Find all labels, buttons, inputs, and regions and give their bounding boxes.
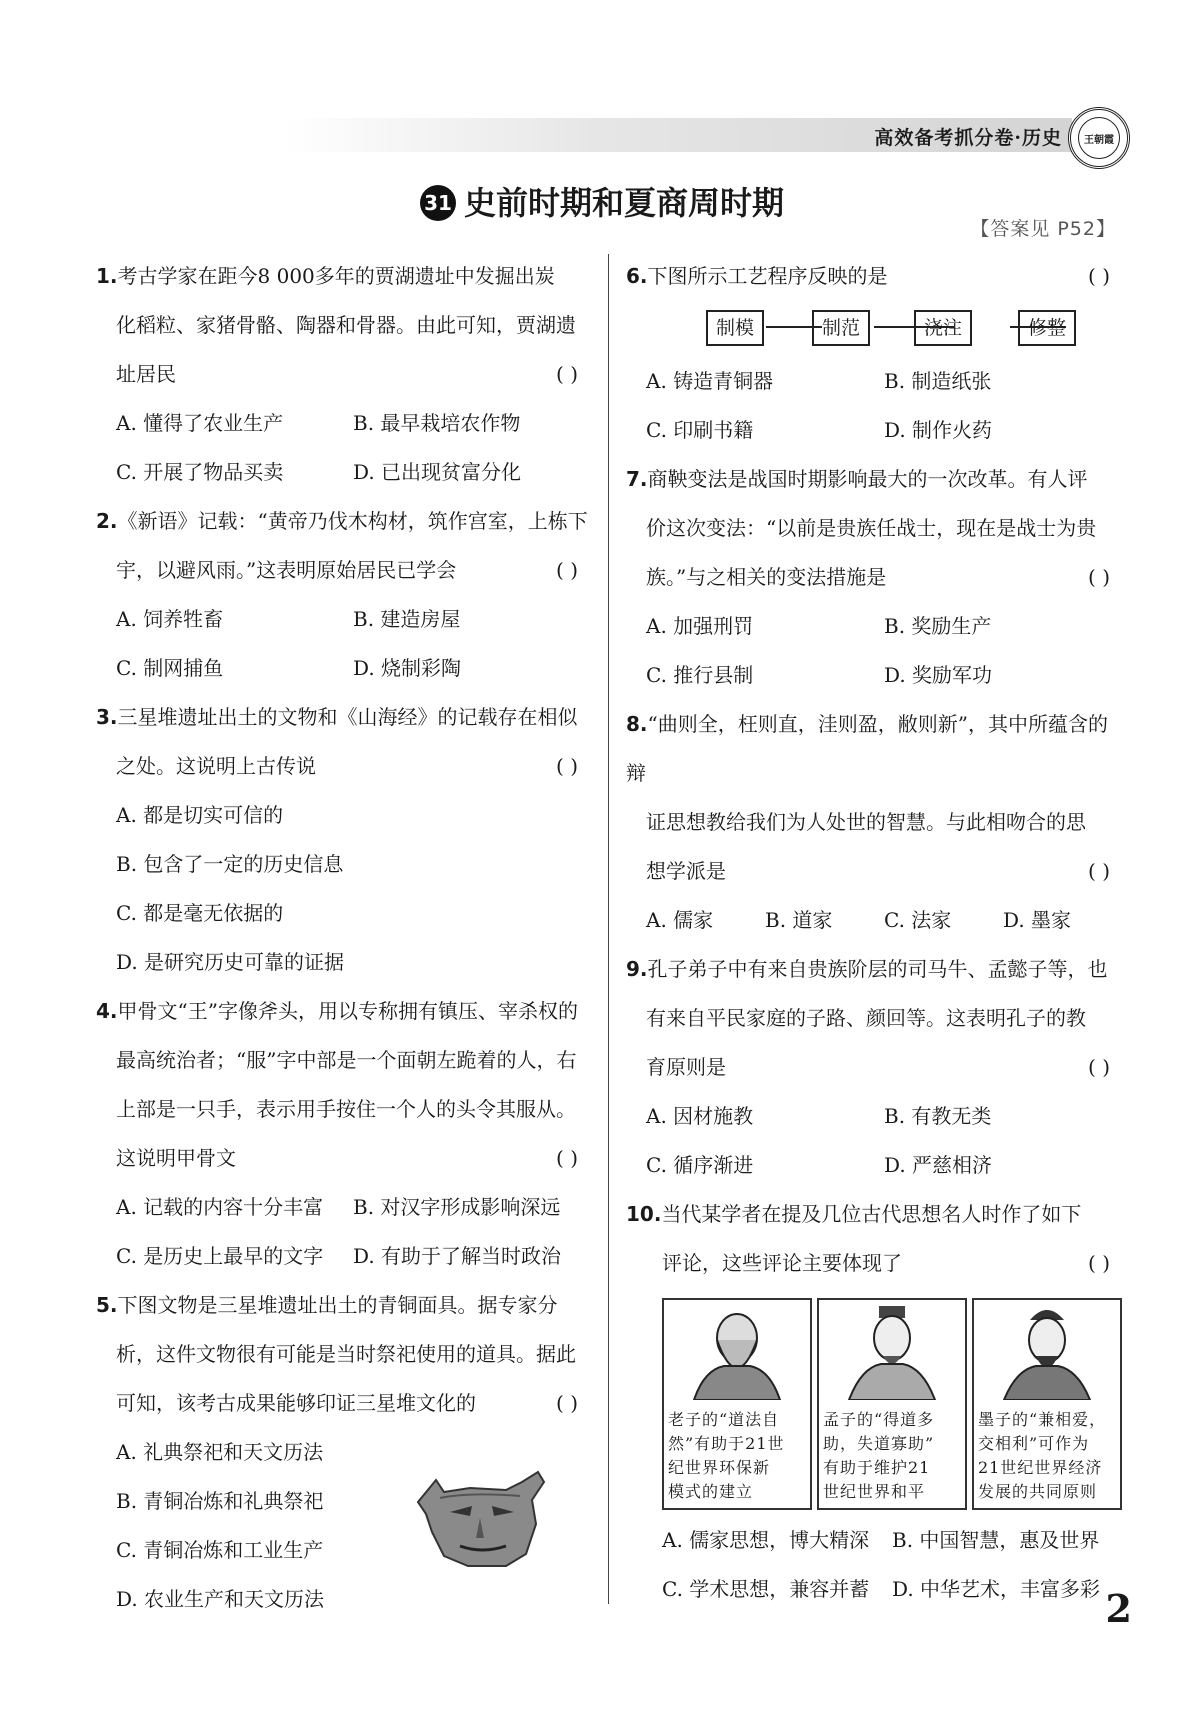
options (96, 399, 590, 497)
question-9 (626, 945, 1122, 1190)
question-text: 商鞅变法是战国时期影响最大的一次改革。有人评 (647, 467, 1088, 491)
option-d: D. 墨家 (1003, 908, 1072, 932)
question-number: 4. (96, 999, 118, 1023)
answer-blank: ( ) (1088, 1251, 1110, 1275)
section-number: 31 (420, 185, 456, 221)
column-divider (608, 254, 609, 1604)
question-text: 可知，该考古成果能够印证三星堆文化的 (116, 1391, 476, 1415)
option-a: A. 都是切实可信的 (116, 803, 284, 827)
question-number: 2. (96, 509, 118, 533)
option-b: B. 建造房屋 (353, 607, 461, 631)
option-c: C. 制网捕鱼 (116, 656, 224, 680)
portrait-mencius (817, 1298, 967, 1510)
option-b: B. 奖励生产 (884, 614, 992, 638)
options (626, 1092, 1122, 1190)
option-c: C. 学术思想，兼容并蓄 (662, 1577, 870, 1601)
option-b: B. 青铜冶炼和礼典祭祀 (116, 1489, 324, 1513)
caption-line: 发展的共同原则 (978, 1482, 1098, 1501)
option-a: A. 懂得了农业生产 (116, 411, 284, 435)
question-text: 下图文物是三星堆遗址出土的青铜面具。据专家分 (117, 1293, 558, 1317)
option-c: C. 都是毫无依据的 (116, 901, 284, 925)
question-text: 证思想教给我们为人处世的智慧。与此相吻合的思 (646, 810, 1086, 834)
answer-blank: ( ) (1088, 264, 1110, 288)
question-number: 5. (96, 1293, 118, 1317)
option-a: A. 加强刑罚 (646, 614, 754, 638)
question-number: 3. (96, 705, 118, 729)
option-c: C. 循序渐进 (646, 1153, 754, 1177)
option-b: B. 包含了一定的历史信息 (116, 852, 344, 876)
option-c: C. 印刷书籍 (646, 418, 754, 442)
question-8 (626, 700, 1122, 945)
caption-line: 纪世界环保新 (668, 1458, 771, 1477)
option-a: A. 儒家思想，博大精深 (662, 1528, 870, 1552)
question-number: 1. (96, 264, 118, 288)
options (96, 1183, 590, 1281)
option-a: A. 铸造青铜器 (646, 369, 774, 393)
question-text: 有来自平民家庭的子路、颜回等。这表明孔子的教 (646, 1006, 1086, 1030)
flow-step: 浇注 (914, 310, 972, 346)
caption-line: 孟子的“得道多 (823, 1410, 935, 1429)
question-text: 上部是一只手，表示用手按住一个人的头令其服从。 (116, 1097, 576, 1121)
caption-line: 助，失道寡助” (823, 1434, 935, 1453)
question-text: 育原则是 (646, 1055, 726, 1079)
header-title: 高效备考抓分卷·历史 (874, 127, 1062, 149)
option-d: D. 严慈相济 (884, 1153, 993, 1177)
answer-blank: ( ) (556, 362, 578, 386)
portrait-caption (978, 1408, 1116, 1504)
laozi-portrait-icon (664, 1300, 810, 1400)
answer-blank: ( ) (556, 1391, 578, 1415)
question-number: 7. (626, 467, 648, 491)
seal-text: 王朝霞 (1078, 117, 1120, 159)
bronze-mask-image (410, 1462, 554, 1574)
option-d: D. 农业生产和天文历法 (116, 1587, 325, 1611)
question-text: 价这次变法：“以前是贵族任战士，现在是战士为贵 (646, 516, 1097, 540)
section-title: 史前时期和夏商周时期 (463, 184, 784, 222)
page-number: 2 (1105, 1586, 1132, 1631)
portrait-caption (823, 1408, 961, 1504)
answer-reference: 【答案见 P52】 (970, 218, 1116, 240)
option-d: D. 已出现贫富分化 (353, 460, 522, 484)
question-text: 甲骨文“王”字像斧头，用以专称拥有镇压、宰杀权的 (117, 999, 578, 1023)
flow-step: 制模 (706, 310, 764, 346)
question-text: 族。”与之相关的变法措施是 (646, 565, 887, 589)
question-7 (626, 455, 1122, 700)
option-b: B. 中国智慧，惠及世界 (892, 1528, 1100, 1552)
options (626, 1516, 1122, 1614)
option-a: A. 记载的内容十分丰富 (116, 1195, 324, 1219)
option-a: A. 儒家 (646, 908, 714, 932)
option-d: D. 是研究历史可靠的证据 (116, 950, 345, 974)
question-text: 孔子弟子中有来自贵族阶层的司马牛、孟懿子等，也 (647, 957, 1108, 981)
caption-line: 交相利”可作为 (978, 1434, 1090, 1453)
option-c: C. 开展了物品买卖 (116, 460, 284, 484)
portrait-row (662, 1298, 1122, 1510)
flow-step: 制范 (812, 310, 870, 346)
caption-line: 有助于维护21 (823, 1458, 931, 1477)
question-text: 最高统治者；“服”字中部是一个面朝左跪着的人，右 (116, 1048, 577, 1072)
mozi-portrait-icon (974, 1300, 1120, 1400)
options (626, 357, 1122, 455)
option-a: A. 饲养牲畜 (116, 607, 224, 631)
question-text: 这说明甲骨文 (116, 1146, 236, 1170)
answer-blank: ( ) (1088, 859, 1110, 883)
question-4 (96, 987, 590, 1281)
flow-step: 修整 (1018, 310, 1076, 346)
option-d: D. 制作火药 (884, 418, 993, 442)
portrait-mozi (972, 1298, 1122, 1510)
caption-line: 老子的“道法自 (668, 1410, 780, 1429)
option-d: D. 有助于了解当时政治 (353, 1244, 562, 1268)
options (626, 896, 1122, 945)
option-d: D. 烧制彩陶 (353, 656, 462, 680)
question-10 (626, 1190, 1122, 1614)
option-b: B. 最早栽培农作物 (353, 411, 521, 435)
question-text: 当代某学者在提及几位古代思想名人时作了如下 (661, 1202, 1082, 1226)
option-b: B. 制造纸张 (884, 369, 992, 393)
question-text: “曲则全，枉则直，洼则盈，敝则新”，其中所蕴含的辩 (626, 712, 1108, 785)
question-text: 考古学家在距今8 000多年的贾湖遗址中发掘出炭 (117, 264, 555, 288)
option-c: C. 推行县制 (646, 663, 754, 687)
left-column (96, 252, 590, 1624)
question-number: 6. (626, 264, 648, 288)
option-c: C. 青铜冶炼和工业生产 (116, 1538, 324, 1562)
portrait-laozi (662, 1298, 812, 1510)
question-text: 《新语》记载：“黄帝乃伐木构材，筑作宫室，上栋下 (117, 509, 588, 533)
option-b: B. 有教无类 (884, 1104, 992, 1128)
question-text: 下图所示工艺程序反映的是 (647, 264, 888, 288)
option-d: D. 奖励军功 (884, 663, 993, 687)
question-text: 址居民 (116, 362, 176, 386)
answer-blank: ( ) (556, 558, 578, 582)
question-2 (96, 497, 590, 693)
caption-line: 21世纪世界经济 (978, 1458, 1103, 1477)
option-a: A. 礼典祭祀和天文历法 (116, 1440, 324, 1464)
caption-line: 模式的建立 (668, 1482, 754, 1501)
publisher-seal (1068, 107, 1130, 169)
question-text: 三星堆遗址出土的文物和《山海经》的记载存在相似 (117, 705, 578, 729)
question-text: 析，这件文物很有可能是当时祭祀使用的道具。据此 (116, 1342, 576, 1366)
question-number: 9. (626, 957, 648, 981)
option-c: C. 是历史上最早的文字 (116, 1244, 324, 1268)
answer-blank: ( ) (1088, 565, 1110, 589)
process-flow (626, 301, 1122, 357)
question-text: 之处。这说明上古传说 (116, 754, 316, 778)
caption-line: 世纪世界和平 (823, 1482, 926, 1501)
option-d: D. 中华艺术，丰富多彩 (892, 1577, 1101, 1601)
answer-blank: ( ) (556, 1146, 578, 1170)
mencius-portrait-icon (819, 1300, 965, 1400)
question-3 (96, 693, 590, 987)
question-text: 想学派是 (646, 859, 726, 883)
right-column (626, 252, 1122, 1614)
question-number: 8. (626, 712, 648, 736)
options (626, 602, 1122, 700)
option-b: B. 道家 (765, 908, 833, 932)
question-number: 10. (626, 1202, 662, 1226)
option-c: C. 法家 (884, 908, 952, 932)
options (96, 595, 590, 693)
answer-blank: ( ) (556, 754, 578, 778)
question-text: 化稻粒、家猪骨骼、陶器和骨器。由此可知，贾湖遗 (116, 313, 576, 337)
option-b: B. 对汉字形成影响深远 (353, 1195, 561, 1219)
question-6 (626, 252, 1122, 455)
option-a: A. 因材施教 (646, 1104, 754, 1128)
question-text: 评论，这些评论主要体现了 (662, 1251, 902, 1275)
caption-line: 然”有助于21世 (668, 1434, 785, 1453)
portrait-caption (668, 1408, 806, 1504)
answer-blank: ( ) (1088, 1055, 1110, 1079)
question-text: 宇，以避风雨。”这表明原始居民已学会 (116, 558, 457, 582)
caption-line: 墨子的“兼相爱， (978, 1410, 1107, 1429)
question-1 (96, 252, 590, 497)
